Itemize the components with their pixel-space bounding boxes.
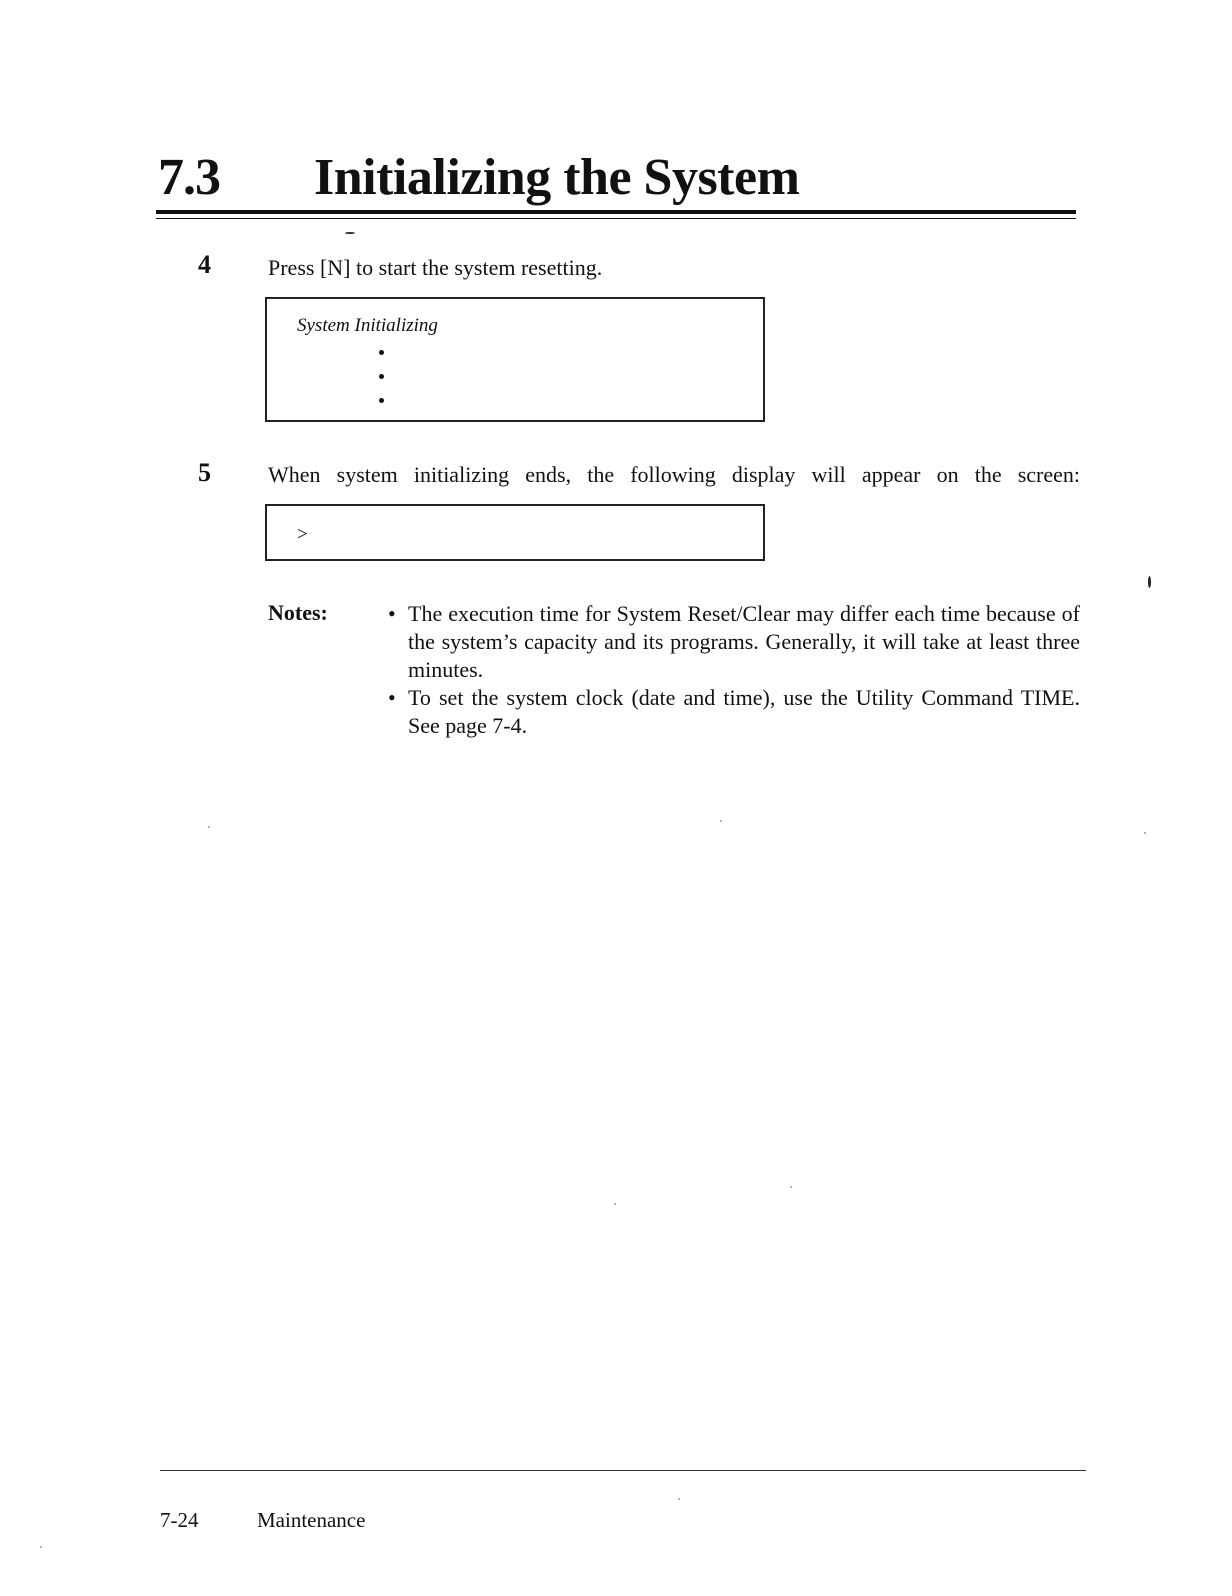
prompt-display-text: > (297, 524, 308, 545)
prompt-display-box (265, 504, 765, 561)
step-text-4: Press [N] to start the system resetting. (268, 255, 603, 280)
note-text: The execution time for System Reset/Clear may differ each time because of the system’s capacity and its programs. Generally, it will take at least three minutes. (408, 601, 1080, 682)
section-number: 7.3 (158, 149, 220, 206)
section-title: Initializing the System (314, 149, 800, 206)
step-number-5: 5 (198, 458, 211, 487)
header-rule-thick (156, 210, 1076, 214)
note-text: To set the system clock (date and time), use the Utility Command TIME. See page 7-4. (408, 685, 1080, 738)
bullet-icon: • (388, 601, 396, 626)
progress-dot (379, 398, 384, 403)
progress-dot (379, 350, 384, 355)
progress-dot (379, 374, 384, 379)
bullet-icon: • (388, 685, 396, 710)
footer-chapter-name: Maintenance (257, 1508, 366, 1532)
step-text-5: When system initializing ends, the following display will appear on the screen: (268, 462, 1080, 487)
header-rule-thin (156, 218, 1076, 219)
initializing-display-box (265, 297, 765, 422)
note-item (388, 600, 1080, 684)
step-number-4: 4 (198, 250, 211, 279)
notes-label: Notes: (268, 600, 328, 625)
initializing-display-text: System Initializing (297, 315, 438, 336)
footer-rule (160, 1470, 1086, 1471)
note-item (388, 684, 1080, 740)
footer-page-number: 7-24 (160, 1508, 199, 1532)
